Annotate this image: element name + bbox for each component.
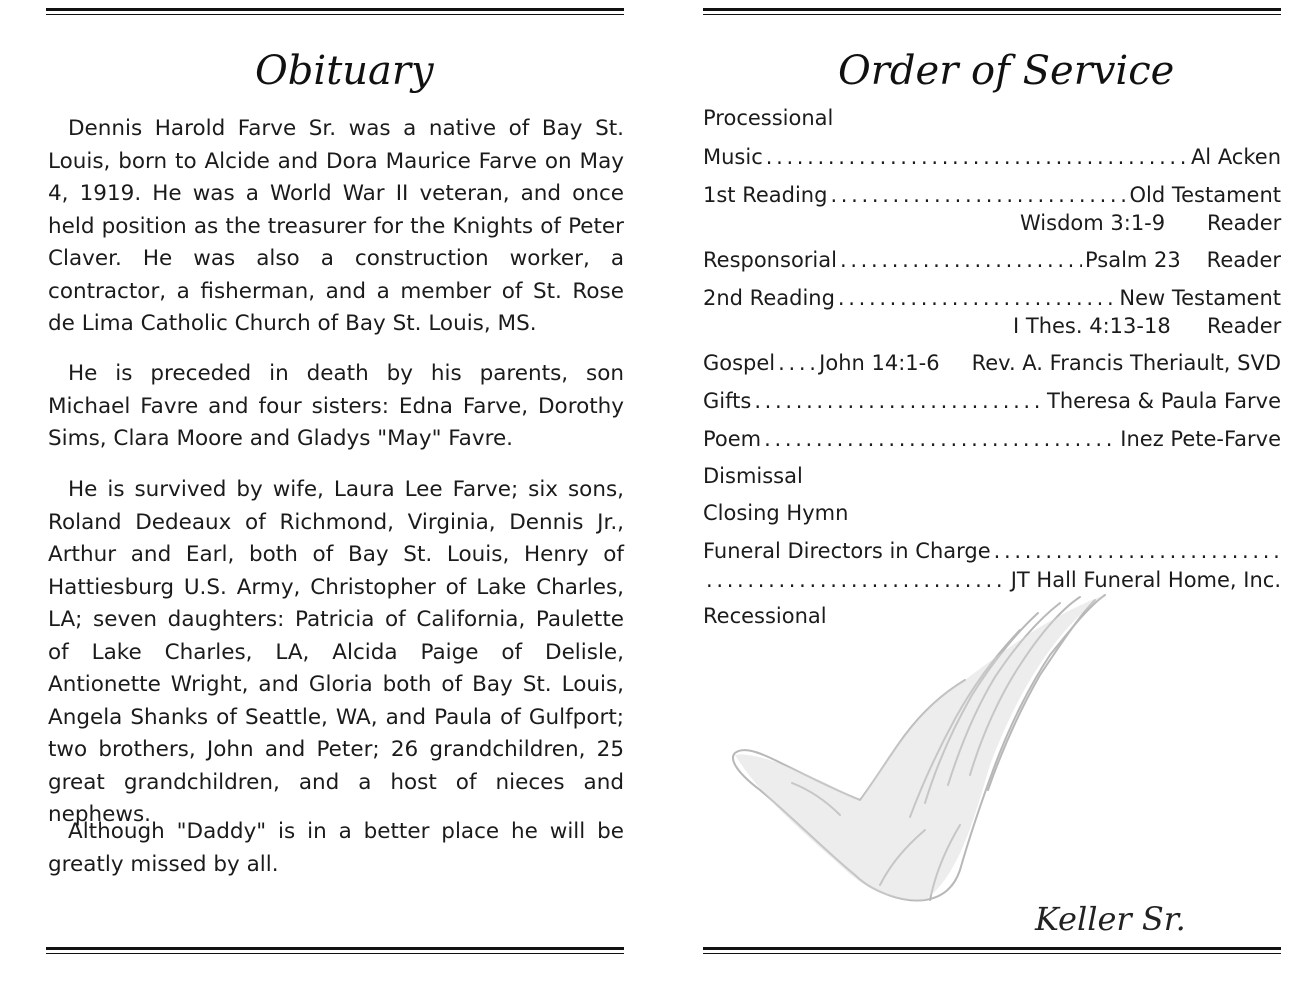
directors-label: Funeral Directors in Charge <box>703 539 991 563</box>
item-gospel <box>703 348 1281 378</box>
leader-dots <box>764 424 1117 454</box>
bottom-rule-right <box>703 947 1281 954</box>
gospel-ref: John 14:1-6 <box>819 351 940 375</box>
item-responsorial <box>703 245 1281 275</box>
gospel-value: Rev. A. Francis Theriault, SVD <box>971 351 1281 375</box>
obituary-paragraph-1 <box>48 113 624 341</box>
reading1-role: Reader <box>1207 211 1282 235</box>
reading2-ref: I Thes. 4:13-18 <box>1013 314 1171 338</box>
music-label: Music <box>703 145 763 169</box>
obituary-paragraph-4-text: Although "Daddy" is in a better place he will be greatly missed by all. <box>48 819 624 877</box>
top-rule-left <box>46 8 624 15</box>
reading1-ref: Wisdom 3:1-9 <box>1020 211 1166 235</box>
obituary-paragraph-3-text: He is survived by wife, Laura Lee Farve; six sons, Roland Dedeaux of Richmond, Virginia, Dennis Jr., Arthur and Earl, both of Bay St. Louis, Henry of Hattiesburg U.S. Army, Christopher of Lake Charles, LA; seven daughters: Patricia of California, Paulette of Lake Charles, LA, Alcida Paige of Delisle, Antionette Wright, and Gloria both of Bay St. Louis, Angela Shanks of Seattle, WA, and Paula of Gulfport; two brothers, John and Peter; 26 grandchildren, 25 great grandchildren, and a host of nieces and nephews. <box>48 477 624 827</box>
item-dismissal: Dismissal <box>703 464 803 488</box>
directors-value: JT Hall Funeral Home, Inc. <box>1010 568 1281 592</box>
gifts-label: Gifts <box>703 389 752 413</box>
responsorial-value: Psalm 23 <box>1084 248 1181 272</box>
reading1-value: Old Testament <box>1129 183 1281 207</box>
obituary-paragraph-2 <box>48 358 624 456</box>
leader-dots <box>838 283 1116 313</box>
item-music <box>703 142 1281 172</box>
reading2-label: 2nd Reading <box>703 286 835 310</box>
leader-dots <box>778 348 816 378</box>
item-reading-1 <box>703 180 1281 210</box>
obituary-paragraph-2-text: He is preceded in death by his parents, son Michael Favre and four sisters: Edna Farve, Dorothy Sims, Clara Moore and Gladys "May" Favre. <box>48 361 624 451</box>
praying-hands-illustration <box>720 585 1140 905</box>
reading2-role: Reader <box>1207 314 1282 338</box>
item-funeral-directors <box>703 536 1281 566</box>
top-rule-right <box>703 8 1281 15</box>
obituary-paragraph-1-text: Dennis Harold Farve Sr. was a native of Bay St. Louis, born to Alcide and Dora Maurice Farve on May 4, 1919. He was a World War II veteran, and once held position as the treasurer for the Knights of Peter Claver. He was also a construction worker, a contractor, a fisherman, and a member of St. Rose de Lima Catholic Church of Bay St. Louis, MS. <box>48 116 624 336</box>
reading1-label: 1st Reading <box>703 183 828 207</box>
responsorial-role: Reader <box>1206 248 1281 272</box>
item-gifts <box>703 386 1281 416</box>
obituary-title: Obituary <box>255 48 434 94</box>
gifts-value: Theresa & Paula Farve <box>1047 389 1281 413</box>
item-poem <box>703 424 1281 454</box>
item-reading-2 <box>703 283 1281 313</box>
item-recessional: Recessional <box>703 604 827 628</box>
leader-dots <box>766 142 1188 172</box>
bottom-rule-left <box>46 947 624 954</box>
item-closing-hymn: Closing Hymn <box>703 501 849 525</box>
obituary-paragraph-4 <box>48 816 624 881</box>
leader-dots <box>830 180 1126 210</box>
gospel-label: Gospel <box>703 351 776 375</box>
item-processional: Processional <box>703 106 834 130</box>
poem-value: Inez Pete-Farve <box>1120 427 1281 451</box>
music-value: Al Acken <box>1190 145 1281 169</box>
responsorial-label: Responsorial <box>703 248 837 272</box>
leader-dots <box>754 386 1044 416</box>
signature: Keller Sr. <box>1035 900 1186 938</box>
service-title: Order of Service <box>838 48 1175 94</box>
leader-dots <box>840 245 1082 275</box>
poem-label: Poem <box>703 427 762 451</box>
obituary-paragraph-3 <box>48 474 624 832</box>
leader-dots <box>994 536 1278 566</box>
reading2-value: New Testament <box>1119 286 1281 310</box>
